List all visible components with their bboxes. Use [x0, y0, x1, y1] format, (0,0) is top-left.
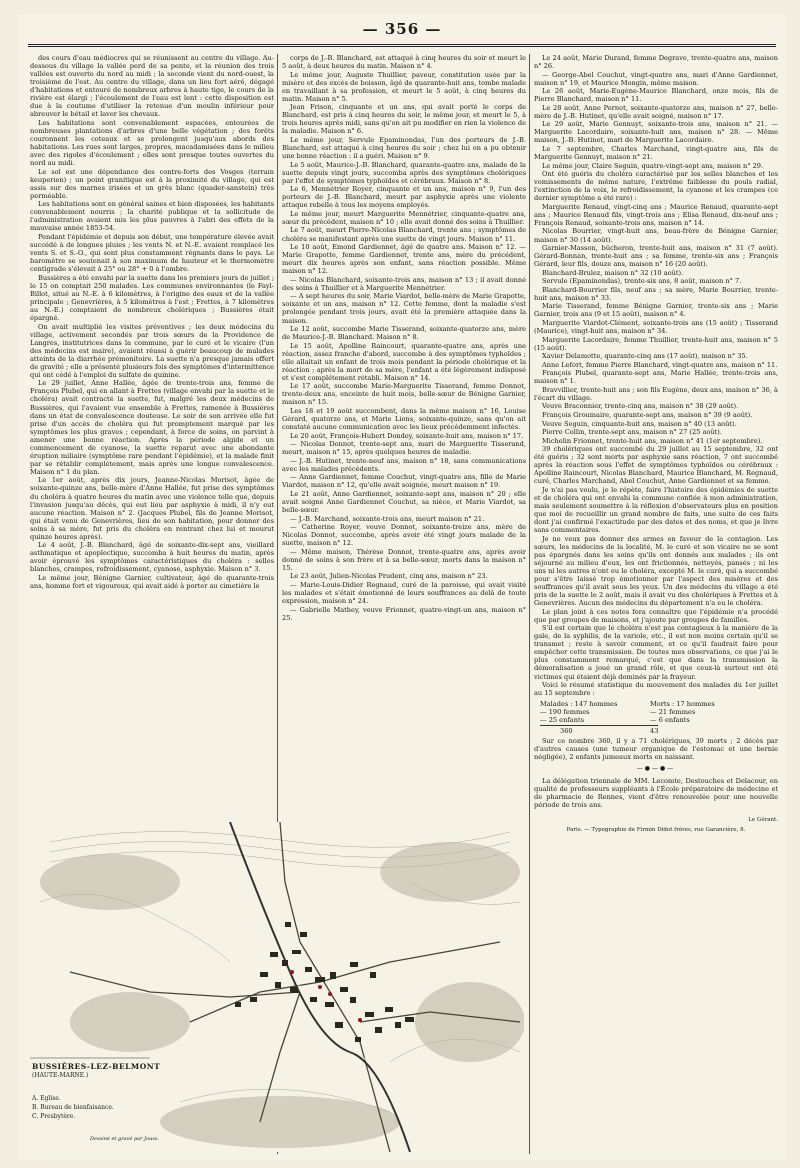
paragraph: Je n'ai pas voulu, je le répète, faire l'histoire des épidémies de suette et de choléra qui ont envahi la commune confiée à mon administration, mais seulement soumettre à la réflexion d'observateurs plus en position que moi de recueillir un grand nombre de faits, une suite de ces faits dont j'ai confirmé l'exactitude par des dates et des noms, et que je livre sans commentaires. — [534, 485, 778, 535]
paragraph: — A sept heures du soir, Marie Viardot, belle-mère de Marie Grapotte, soixante et un ans, maison n° 12. Cette femme, dont la maladie s'est prolongée pendant trois jours, avait été la première attaquée dans la maison. — [282, 292, 526, 325]
paragraph: Le 7 septembre, Charles Marchand, vingt-quatre ans, fils de Marguerite Gennuyt, maison n° 21. — [534, 145, 778, 162]
map-title: BUSSIÈRES-LEZ-BELMONT — [32, 1062, 161, 1071]
paragraph: — Même maison, Thérèse Donnot, trente-quatre ans, après avoir donné de soins à son frère et à sa belle-sœur, morts dans la maison n° 15. — [282, 547, 526, 572]
paragraph: des cours d'eau médiocres qui se réunissent au centre du village. Au-dessous du village la vallée perd de sa pente, et la réunion des trois vallées est ouverte du nord au midi ; la seconde vient du nord-ouest, la troisième de l'est. Au centre du village, dans un lieu fort aéré, dégagé d'habitations et entouré de nombreux arbres à haute tige, le cours de la rivière est élargi ; l'écoulement de l'eau est lent : cette disposition est due à la coutume d'utiliser la retenue d'un moulin inférieur pour abreuver le bétail et laver les chevaux. — [30, 54, 274, 119]
paragraph: Le 23 août, Julien-Nicolas Prudent, cinq ans, maison n° 23. — [290, 572, 488, 581]
paragraph: Voici le résumé statistique du mouvement des malades du 1er juillet au 15 septembre : — [534, 681, 778, 698]
legend-item: A. Eglise. — [32, 1095, 61, 1102]
paragraph: Les 18 et 19 août succombent, dans la même maison n° 16, Louise Gérard, quatorze ans, et Marie Lions, soixante-quinze, sans qu'on ait constaté aucune communication avec les lieux précédemment infectés. — [282, 407, 526, 432]
paragraph: 39 cholériques ont succombé du 29 juillet au 15 septembre, 32 ont été guéris ; 32 sont morts par asphyxie sans réaction, 7 ont succombé après la réaction sous l'effet de symptômes typhoïdes ou cérébraux : Apolline Raincourt, Nicolas Blanchard, Maurice Blanchard, M. Regnaud, curé, Charles Marchand, Abel Couchut, Anne Gardiennet et sa femme. — [534, 445, 778, 486]
paragraph: Le plan joint à ces notes fera connaître que l'épidémie n'a procédé que par groupes de maisons, et j'ajoute par groupes de familles. — [534, 607, 778, 624]
paragraph: Sur ce nombre 360, il y a 71 cholériques, 39 morts ; 2 décès par d'autres causes (une tumeur organique de l'estomac et une bernie négligée), 2 enfants jumeaux morts en naissant. — [534, 737, 778, 762]
paragraph: Le sol est une dépendance des contre-forts des Vosges (terrain keuperien) ; un point granitique est à la proximité du village, qui est assis sur des marnes irisées et un grès blanc (quader-sanstein) très perméable. — [30, 167, 274, 200]
paragraph: François Plubel, quarante-sept ans, Marie Hallée, trente-trois ans, maison n° 1. — [534, 369, 778, 386]
page-number: — 356 — — [362, 20, 442, 38]
paragraph: La délégation triennale de MM. Lecomte, Destouches et Delacour, en qualité de professeurs suppléants à l'École préparatoire de médecine et de pharmacie de Rennes, vient d'être renouvelée pour une nouvelle période de trois ans. — [534, 777, 778, 810]
paragraph: Le même jour, Servule Epaminondas, l'un des porteurs de J.-B. Blanchard, est attaqué à cinq heures du soir ; chez lui on a pu obtenir une bonne réaction : il a guéri. Maison n° 9. — [282, 135, 526, 161]
stats-total: 43 — [650, 727, 659, 736]
map-legend — [32, 1094, 114, 1121]
stats-cell: — 25 enfants — [540, 716, 584, 725]
paragraph: Veuve Seguin, cinquante-huit ans, maison n° 40 (13 août). — [542, 419, 737, 428]
paragraph: Le 26 août, Marie-Eugène-Maurice Blanchard, onze mois, fils de Pierre Blanchard, maison n° 11. — [534, 87, 778, 104]
paragraph: Je ne veux pas donner des armes en faveur de la contagion. Les sœurs, les médecins de la localité, M. le curé et son vicaire ne se sont pas épargnés dans les soins qu'ils ont donnés aux malades ; ils ont séjourné au milieu d'eux, les ont frictionnés, nettoyés, pansés ; ni les uns ni les autres n'ont eu le choléra, excepté M. le curé, qui a succombé pour s'être laissé trop émotionner par l'aspect des misères et des souffrances qu'il avait sous les yeux. Un des médecins du village a été pris de la suette le 2 août, mais il avait vu des cholériques à Frettes et à Genevrières. Aucun des médecins du département n'a eu le choléra. — [534, 534, 778, 608]
column-right — [534, 54, 778, 1164]
stats-row — [540, 716, 778, 724]
column-divider — [529, 54, 530, 1154]
paragraph: Le 7 août, meurt Pierre-Nicolas Blanchard, trente ans ; symptômes de choléra se manifestant après une suette de vingt jours. Maison n° 11. — [282, 226, 526, 243]
signature-line: Le Gérant. — [748, 816, 778, 823]
paragraph: — Gabrielle Mathey, veuve Frionnet, quatre-vingt-un ans, maison n° 25. — [282, 605, 526, 622]
paragraph: François Groumaire, quarante-sept ans, maison n° 39 (9 août). — [542, 411, 753, 420]
page-header — [28, 20, 776, 50]
column-right-body — [534, 54, 778, 697]
stats-row — [540, 700, 778, 708]
paragraph: On avait multiplié les visites préventives ; les deux médecins du village, activement secondés par trois sœurs de la Providence de Langres, institutrices dans la commune, par le curé et le vicaire (l'un des médecins est maire), avaient réussi à guérir beaucoup de malades atteints de la diarrhée prémonitoire. La suette n'a presque jamais offert de gravité ; elle a présenté plusieurs fois des symptômes d'intermittence qui ont cédé à l'emploi du sulfate de quinine. — [30, 322, 274, 379]
paragraph: Le 24 août, Marie Durand, femme Degrave, trente-quatre ans, maison n° 26. — [534, 54, 778, 71]
paragraph: Bravvillier, trente-huit ans ; son fils Eugène, deux ans, maison n° 36, à l'écart du village. — [534, 385, 778, 402]
column-middle — [282, 54, 526, 834]
paragraph: Garnier-Masson, bûcheron, trente-huit ans, maison n° 31 (7 août). Gérard-Bonnan, trente-huit ans ; sa femme, trente-six ans ; François Gérard, leur fils, douze ans, maison n° 16 (20 août). — [534, 244, 778, 269]
stats-total: 360 — [540, 725, 650, 735]
paragraph: — J.-B. Marchand, soixante-trois ans, meurt maison n° 21. — [290, 514, 485, 523]
statistics-comment — [534, 737, 778, 761]
map-credit: Dessiné et gravé par Jouss. — [90, 1136, 160, 1142]
paragraph: S'il est certain que le choléra n'est pas contagieux à la manière de la gale, de la syphilis, de la variole, etc., il est non moins certain qu'il se transmet ; reste à savoir comment, et ce qu'il faudrait faire pour empêcher cette transmission. De toutes mes observations, ce que j'ai le plus constamment remarqué, c'est que dans la transmission la démoralisation a joué un grand rôle, et que ceux-là surtout ont été victimes qui étaient déjà dominés par la frayeur. — [534, 624, 778, 681]
paragraph: Le 28 août, Anne Pernot, soixante-quatorze ans, maison n° 27, belle-mère de J.-B. Hutinet, qu'elle avait soigné, maison n° 17. — [534, 103, 778, 120]
paragraph: Les habitations sont convenablement espacées, entourées de nombreuses plantations d'arbres d'une belle végétation ; des forêts couronnent les coteaux et se prolongent jusqu'aux abords des habitations. Les rues sont larges, propres, macadamisées dans le milieu avec des rigoles d'écoulement ; elles sont presque toutes ouvertes du nord au midi. — [30, 118, 274, 168]
paragraph: Nicolas Bourrier, vingt-huit ans, beau-frère de Bénigne Garnier, maison n° 30 (14 août). — [534, 227, 778, 244]
paragraph: Servule (Epaminondas), trente-six ans, 8 août, maison n° 7. — [542, 277, 742, 286]
paragraph: Pendant l'épidémie et depuis son début, une température élevée avait succédé à de longues pluies ; les vents N. et N.-E. avaient remplacé les vents S. et S.-O., qui sont plus constamment régnants dans le pays. Le baromètre se soutenait à son maximum de hauteur et le thermomètre centigrade s'élevait à 25° ou 28° + 0 à l'ombre. — [30, 233, 274, 274]
legend-item: B. Bureau de bienfaisance. — [32, 1104, 114, 1111]
paragraph: Le même jour, Claire Seguin, quatre-vingt-sept ans, maison n° 29. — [542, 161, 764, 170]
paragraph: Le 29 août, Marie Gennuyt, soixante-trois ans, maison n° 21. — Marguerite Lacordaire, soixante-huit ans, maison n° 28. — Même maison, J.-B. Hutinet, mari de Marguerite Lacordaire. — [534, 120, 778, 145]
paragraph: Michelin Frionnet, trente-huit ans, maison n° 41 (1er septembre). — [542, 436, 763, 445]
paragraph: corps de J.-B. Blanchard, est attaqué à cinq heures du soir et meurt le 5 août, à deux heures du matin. Maison n° 4. — [282, 54, 526, 71]
stats-cell: Morts : 17 hommes — [650, 700, 715, 709]
paragraph: Ont été guéris du choléra caractérisé par les selles blanches et les vomissements de même nature, l'extrême faiblesse du pouls radial, l'extinction de la voix, le refroidissement, la cyanose et les crampes (ce dernier symptôme a été rare) : — [534, 170, 778, 203]
paragraph: — Catherine Royer, veuve Donnot, soixante-treize ans, mère de Nicolas Donnot, succombe, après avoir été vingt jours malade de la suette, maison n° 12. — [282, 523, 526, 548]
paragraph: Jean Frison, cinquante et un ans, qui avait porté le corps de Blanchard, est pris à cinq heures du soir, le même jour, et meurt le 5, à trois heures après midi, sans qu'on ait pu modifier en rien la violence de la maladie. Maison n° 6. — [282, 103, 526, 136]
paragraph: Xavier Delamotte, quarante-cinq ans (17 août), maison n° 35. — [542, 352, 748, 361]
paragraph: — Nicolas Donnot, trente-sept ans, mari de Marguerite Tisserand, meurt, maison n° 15, après quelques heures de maladie. — [282, 440, 526, 457]
stats-cell: — 190 femmes — [540, 708, 590, 717]
paragraph: Le 6, Mennétrier Royer, cinquante et un ans, maison n° 9, l'un des porteurs de J.-B. Blanchard, meurt par asphyxie après une violente attaque rebelle à tous les moyens employés. — [282, 185, 526, 210]
paragraph: Les habitations sont en général saines et bien disposées, les habitants convenablement nourris ; la charité publique et la sollicitude de l'administration avaient mis les plus pauvres à l'abri des effets de la mauvaise année 1853-54. — [30, 200, 274, 233]
paragraph: Marie Tisserand, femme Bénigne Garnier, trente-six ans ; Marie Garnier, trois ans (9 et 15 août), maison n° 4. — [534, 302, 778, 319]
paragraph: Le même jour, Bénigne Garnier, cultivateur, âgé de quarante-trois ans, homme fort et vigoureux, qui avait aidé à porter au cimetière le — [30, 574, 274, 591]
paragraph: — Anne Gardiennet, femme Couchut, vingt-quatre ans, fille de Marie Viardot, maison n° 12, qu'elle avait soignée, meurt maison n° 19. — [282, 473, 526, 490]
header-rule — [28, 44, 776, 48]
legend-item: C. Presbytère. — [32, 1113, 76, 1120]
delegation-notice — [534, 777, 778, 809]
paragraph: Le même jour, meurt Marguerite Mennétrier, cinquante-quatre ans, sœur du précédent, maison n° 10 ; elle avait donné des soins à Thuillier. — [282, 209, 526, 226]
statistics-table — [540, 700, 778, 735]
paragraph: Le 21 août, Anne Gardiennet, soixante-sept ans, maison n° 20 ; elle avait soigné Anne Gardiennet Couchut, sa nièce, et Marie Viardot, sa belle-sœur. — [282, 489, 526, 515]
stats-total-row — [540, 725, 778, 735]
paragraph: Le 17 août, succombe Marie-Marguerite Tisserand, femme Donnot, trente-deux ans, enceinte de huit mois, belle-sœur de Bénigne Garnier, maison n° 15. — [282, 382, 526, 407]
paragraph: Le 12 août, succombe Marie Tisserand, soixante-quatorze ans, mère de Maurice-J.-B. Blanchard. Maison n° 8. — [282, 325, 526, 342]
paragraph: Marguerite Lacordaire, femme Thuillier, trente-huit ans, maison n° 5 (15 août). — [534, 335, 778, 352]
stats-row — [540, 708, 778, 716]
stats-cell: Malades : 147 hommes — [540, 700, 618, 709]
paragraph: Blanchard-Bourrier fils, neuf ans ; sa mère, Marie Bourrier, trente-huit ans, maison n° 33. — [534, 285, 778, 302]
paragraph: Pierre Collin, trente-sept ans, maison n° 27 (25 août). — [542, 428, 722, 437]
paragraph: Le 1er août, après dix jours, Jeanne-Nicolas Morisot, âgée de soixante-quinze ans, belle-mère d'Anne Hallée, fut prise des symptômes du choléra à quatre heures du matin avec une violence telle que, depuis l'invasion jusqu'au décès, qui eut lieu par asphyxie à midi, il n'y eut aucune réaction. Maison n° 2. (Jacques Plubel, fils de Jeanne Morisot, qui était venu de Genevrières, lieu de son habitation, pour donner des soins à sa mère, fut pris du choléra en rentrant chez lui et mourut quinze heures après). — [30, 476, 274, 541]
paragraph: Marguerite Viardot-Clément, soixante-trois ans (15 août) ; Tisserand (Maurice), vingt-huit ans, maison n° 34. — [534, 319, 778, 336]
paragraph: — Marie-Louis-Didier Regnaud, curé de la paroisse, qui avait visité les malades et s'était émotionné de leurs souffrances au delà de toute expression, maison n° 24. — [282, 581, 526, 606]
paragraph: Le 4 août, J.-B. Blanchard, âgé de soixante-dix-sept ans, vieillard asthmatique et apoplectique, succomba à huit heures du matin, après avoir éprouvé les symptômes caractéristiques du choléra : selles blanches, crampes, refroidissement, cyanose, asphyxie. Maison n° 3. — [30, 541, 274, 574]
paragraph: Le 15 août, Apolline Raincourt, quarante-quatre ans, après une réaction, assez franche d'abord, succombe à des symptômes typhoïdes ; elle allaitait un enfant de trois mois pendant la période cholérique et la réaction ; après la mort de sa mère, l'enfant a été légèrement indisposé et s'est complétement rétabli. Maison n° 14. — [282, 341, 526, 382]
paragraph: Le 20 août, François-Hubert Dondey, soixante-huit ans, maison n° 17. — [290, 431, 524, 440]
paragraph: Marguerite Renaud, vingt-cinq ans ; Maurice Renaud, quarante-sept ans ; Maurice Renaud fils, vingt-trois ans ; Elisa Renaud, dix-neuf ans ; François Renaud, soixante-trois ans, maison n° 14. — [534, 202, 778, 227]
paragraph: — J.-B. Hutinet, trente-neuf ans, maison n° 18, sans communications avec les malades précédents. — [282, 456, 526, 473]
paragraph: Le 10 août, Emond Gardiennet, âgé de quatre ans. Maison n° 12. — Marie Grapotte, femme Gardiennet, trente ans, mère du précédent, meurt dix heures après son enfant, sans réaction possible. Même maison n° 12. — [282, 243, 526, 276]
paragraph: Veuve Braconnier, trente-cinq ans, maison n° 38 (29 août). — [542, 402, 739, 411]
paragraph: Le 29 juillet, Anne Hallée, âgée de trente-trois ans, femme de François Plubel, qui en allant à Frettes (village envahi par la suette et le choléra) avait contracté la suette, fut, malgré les deux médecins de Bussières, qui l'avaient vue ensemble à Frettes, ramenée à Bussières dans un état de convalescence douteuse. Le soir de son arrivée elle fut prise d'un accès de choléra qui fut promptement marqué par les symptômes les plus graves ; cependant, à force de soins, on parvint à amener une bonne réaction. Après la période algide et un commencement de cyanose, la suette reparut avec une abondante éruption miliaire (symptôme rare pendant l'épidémie), et la malade finit par se rétablir complétement, mais après une longue convalescence. Maison n° 1 du plan. — [30, 379, 274, 476]
stats-cell: — 21 femmes — [650, 708, 696, 717]
village-map — [30, 822, 524, 1152]
map-subtitle: (HAUTE-MARNE.) — [32, 1072, 89, 1079]
stats-cell: — 6 enfants — [650, 716, 690, 725]
paragraph: Blanchard-Brulez, maison n° 32 (10 août). — [542, 268, 684, 277]
document-page — [18, 14, 786, 1160]
paragraph: Anne Lefort, femme Pierre Blanchard, vingt-quatre ans, maison n° 11. — [542, 360, 778, 369]
paragraph: Le 5 août, Maurice-J.-B. Blanchard, quarante-quatre ans, malade de la suette depuis vingt jours, succomba après des symptômes cholériques par l'effet de symptômes typhoïdes et cérébraux. Maison n° 8. — [282, 160, 526, 185]
paragraph: Le même jour, Auguste Thuillier, paveur, constitution usée par la misère et des excès de boisson, âgé de quarante-huit ans, tombe malade en travaillant à sa profession, et meurt le 5 août, à cinq heures du matin. Maison n° 5. — [282, 70, 526, 103]
section-divider: —●—●— — [636, 765, 676, 773]
paragraph: — Nicolas Blanchard, soixante-trois ans, maison n° 13 ; il avait donné des soins à Thuillier et à Marguerite Mennétrier. — [282, 275, 526, 292]
paragraph: — George-Abel Couchut, vingt-quatre ans, mari d'Anne Gardiennet, maison n° 19, et Maurice Mongin, même maison. — [534, 70, 778, 87]
paragraph: Bussières a été envahi par la suette dans les premiers jours de juillet ; le 15 on comptait 250 malades. Les communes environnantes (le Fayl-Billot, situé au N.-E. à 6 kilomètres, à l'origine des eaux et de la vallée principale ; Genevrières, à 5 kilomètres à l'est ; Frettes, à 7 kilomètres au N.-E.) comptaient de nombreux cholériques ; Bussières était épargné. — [30, 273, 274, 322]
printer-imprint: Paris. — Typographie de Firmin Didot frères, rue Garancière, 8. — [566, 826, 746, 833]
